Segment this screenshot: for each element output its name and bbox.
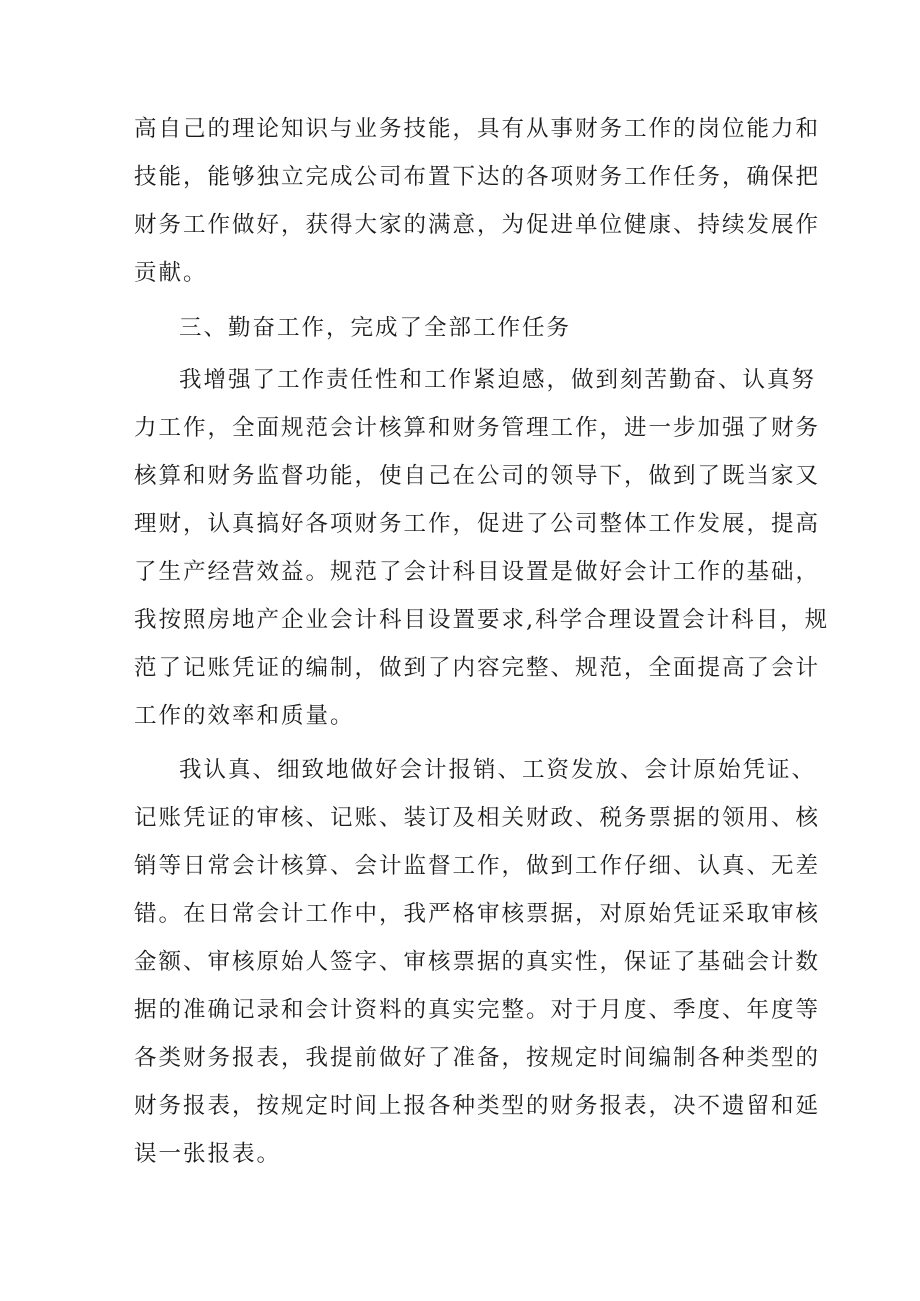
paragraph-1-line: 财务工作做好，获得大家的满意，为促进单位健康、持续发展作: [134, 212, 821, 238]
paragraph-3-line: 误一张报表。: [134, 1141, 282, 1167]
paragraph-3-line: 记账凭证的审核、记账、装订及相关财政、税务票据的领用、核: [134, 805, 821, 831]
paragraph-2-line: 我增强了工作责任性和工作紧迫感，做到刻苦勤奋、认真努: [179, 367, 817, 393]
paragraph-3-line: 我认真、细致地做好会计报销、工资发放、会计原始凭证、: [179, 757, 817, 783]
paragraph-1: [134, 105, 821, 297]
paragraph-2-line: 力工作，全面规范会计核算和财务管理工作，进一步加强了财务: [134, 415, 821, 441]
paragraph-3: [134, 746, 821, 1178]
paragraph-2-line: 了生产经营效益。规范了会计科目设置是做好会计工作的基础，: [134, 559, 821, 585]
paragraph-3-line: 销等日常会计核算、会计监督工作，做到工作仔细、认真、无差: [134, 853, 821, 879]
document-body: [134, 105, 830, 1178]
paragraph-2-line: 范了记账凭证的编制，做到了内容完整、规范，全面提高了会计: [134, 655, 821, 681]
paragraph-3-line: 金额、审核原始人签字、审核票据的真实性，保证了基础会计数: [134, 949, 821, 975]
paragraph-2: [134, 356, 830, 740]
paragraph-2-line: 核算和财务监督功能，使自己在公司的领导下，做到了既当家又: [134, 463, 821, 489]
section-3-heading-block: [134, 304, 794, 352]
paragraph-2-line: 理财，认真搞好各项财务工作，促进了公司整体工作发展，提高: [134, 511, 821, 537]
paragraph-2-line: 工作的效率和质量。: [134, 703, 355, 729]
paragraph-3-line: 财务报表，按规定时间上报各种类型的财务报表，决不遗留和延: [134, 1093, 821, 1119]
section-3-heading: 三、勤奋工作，完成了全部工作任务: [179, 315, 572, 341]
paragraph-3-line: 错。在日常会计工作中，我严格审核票据，对原始凭证采取审核: [134, 901, 821, 927]
paragraph-1-line: 贡献。: [134, 260, 208, 286]
paragraph-2-line: 我按照房地产企业会计科目设置要求,科学合理设置会计科目，规: [134, 607, 830, 633]
paragraph-3-line: 据的准确记录和会计资料的真实完整。对于月度、季度、年度等: [134, 997, 821, 1023]
paragraph-3-line: 各类财务报表，我提前做好了准备，按规定时间编制各种类型的: [134, 1045, 821, 1071]
paragraph-1-line: 技能，能够独立完成公司布置下达的各项财务工作任务，确保把: [134, 164, 821, 190]
paragraph-1-line: 高自己的理论知识与业务技能，具有从事财务工作的岗位能力和: [134, 116, 821, 142]
